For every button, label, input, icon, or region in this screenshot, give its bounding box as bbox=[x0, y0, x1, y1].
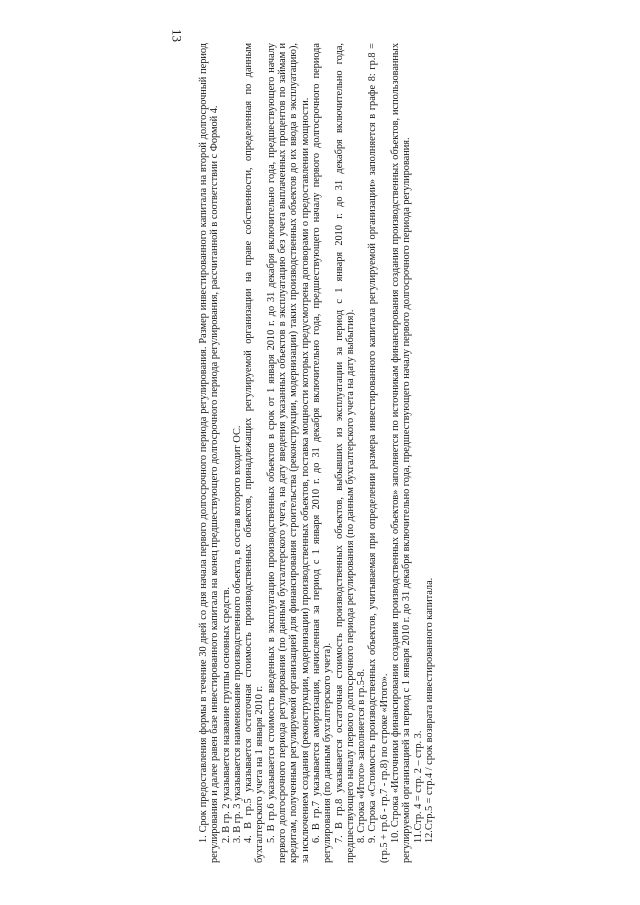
note-paragraph-10: 10. Строка «Источники финансирования создания производственных объектов» заполняется по источникам финансирования создания производственных объектов, использованных регулируемой организацией за период с 1 января 2010 г. до 31 декабря включительно года, предшествующего началу первого долгосрочного периода регулирования. bbox=[390, 43, 413, 863]
page-number: 13 bbox=[169, 29, 185, 42]
note-paragraph-6: 6. В гр.7 указывается амортизация, начисленная за период с 1 января 2010 г. до 31 декабря включительно года, предшествующего началу первого долгосрочного периода регулирования (по данным бухгалтерского учета). bbox=[310, 43, 334, 863]
note-paragraph-2: 2. В гр. 2 указывается название группы основных средств. bbox=[220, 587, 232, 843]
note-paragraph-11: 11.Стр. 4 = стр. 2 – стр. 3. bbox=[412, 730, 424, 843]
note-paragraph-7: 7. В гр.8 указывается остаточная стоимость производственных объектов, выбывших из эксплуатации за период с 1 января 2010 г. до 31 декабря включительно года, предшествующего началу первого долгосрочного периода регулирования (по данным бухгалтерского учета на дату выбытия). bbox=[333, 43, 356, 863]
note-paragraph-4: 4. В гр.5 указывается остаточная стоимость производственных объектов, принадлежащих регулируемой организации на праве собственности, определенная по данным бухгалтерского учета на 1 января 2010 г. bbox=[243, 43, 266, 863]
note-paragraph-12: 12.Стр.5 = стр.4 / срок возврата инвестированного капитала. bbox=[423, 577, 435, 843]
note-paragraph-3: 3. В гр. 3 указывается наименование производственного объекта, в состав которого входит ОС. bbox=[231, 425, 243, 843]
rotated-page bbox=[170, 23, 470, 881]
note-paragraph-1: 1. Срок предоставления формы в течение 30 дней со дня начала первого долгосрочного периода регулирования. Размер инвестированного капитала на второй долгосрочный период регулирования и далее равен базе инвестированного капитала на конец предшествующего долгосрочного периода регулирования, рассчитанной в соответствии с Формой 4. bbox=[198, 43, 221, 863]
notes-body bbox=[198, 43, 435, 863]
note-paragraph-5: 5. В гр.6 указывается стоимость введенных в эксплуатацию производственных объектов в срок от 1 января 2010 г. до 31 декабря включительно года, предшествующего началу первого долгосрочного периода регулирования (по данным бухгалтерского учета, на дату введения указанных объектов в эксплуатацию без учета выплаченных процентов по займам и кредитам, полученным регулируемой организацией для финансирования строительства (реконструкции, модернизации) таких производственных объектов до их ввода в эксплуатацию), за исключением создания (реконструкции, модернизации) производственных объектов, поставка мощности которых предусмотрена договорами о предоставлении мощности. bbox=[265, 43, 311, 863]
note-paragraph-8: 8. Строка «Итого» заполняется в гр.5-8. bbox=[356, 668, 368, 843]
note-paragraph-9: 9. Строка «Стоимость производственных объектов, учитываемая при определении размера инвестированного капитала регулируемой организации» заполняется в графе 8: гр.8 = (гр.5 + гр.6 - гр.7 - гр.8) по строке «Итого». bbox=[367, 43, 390, 863]
